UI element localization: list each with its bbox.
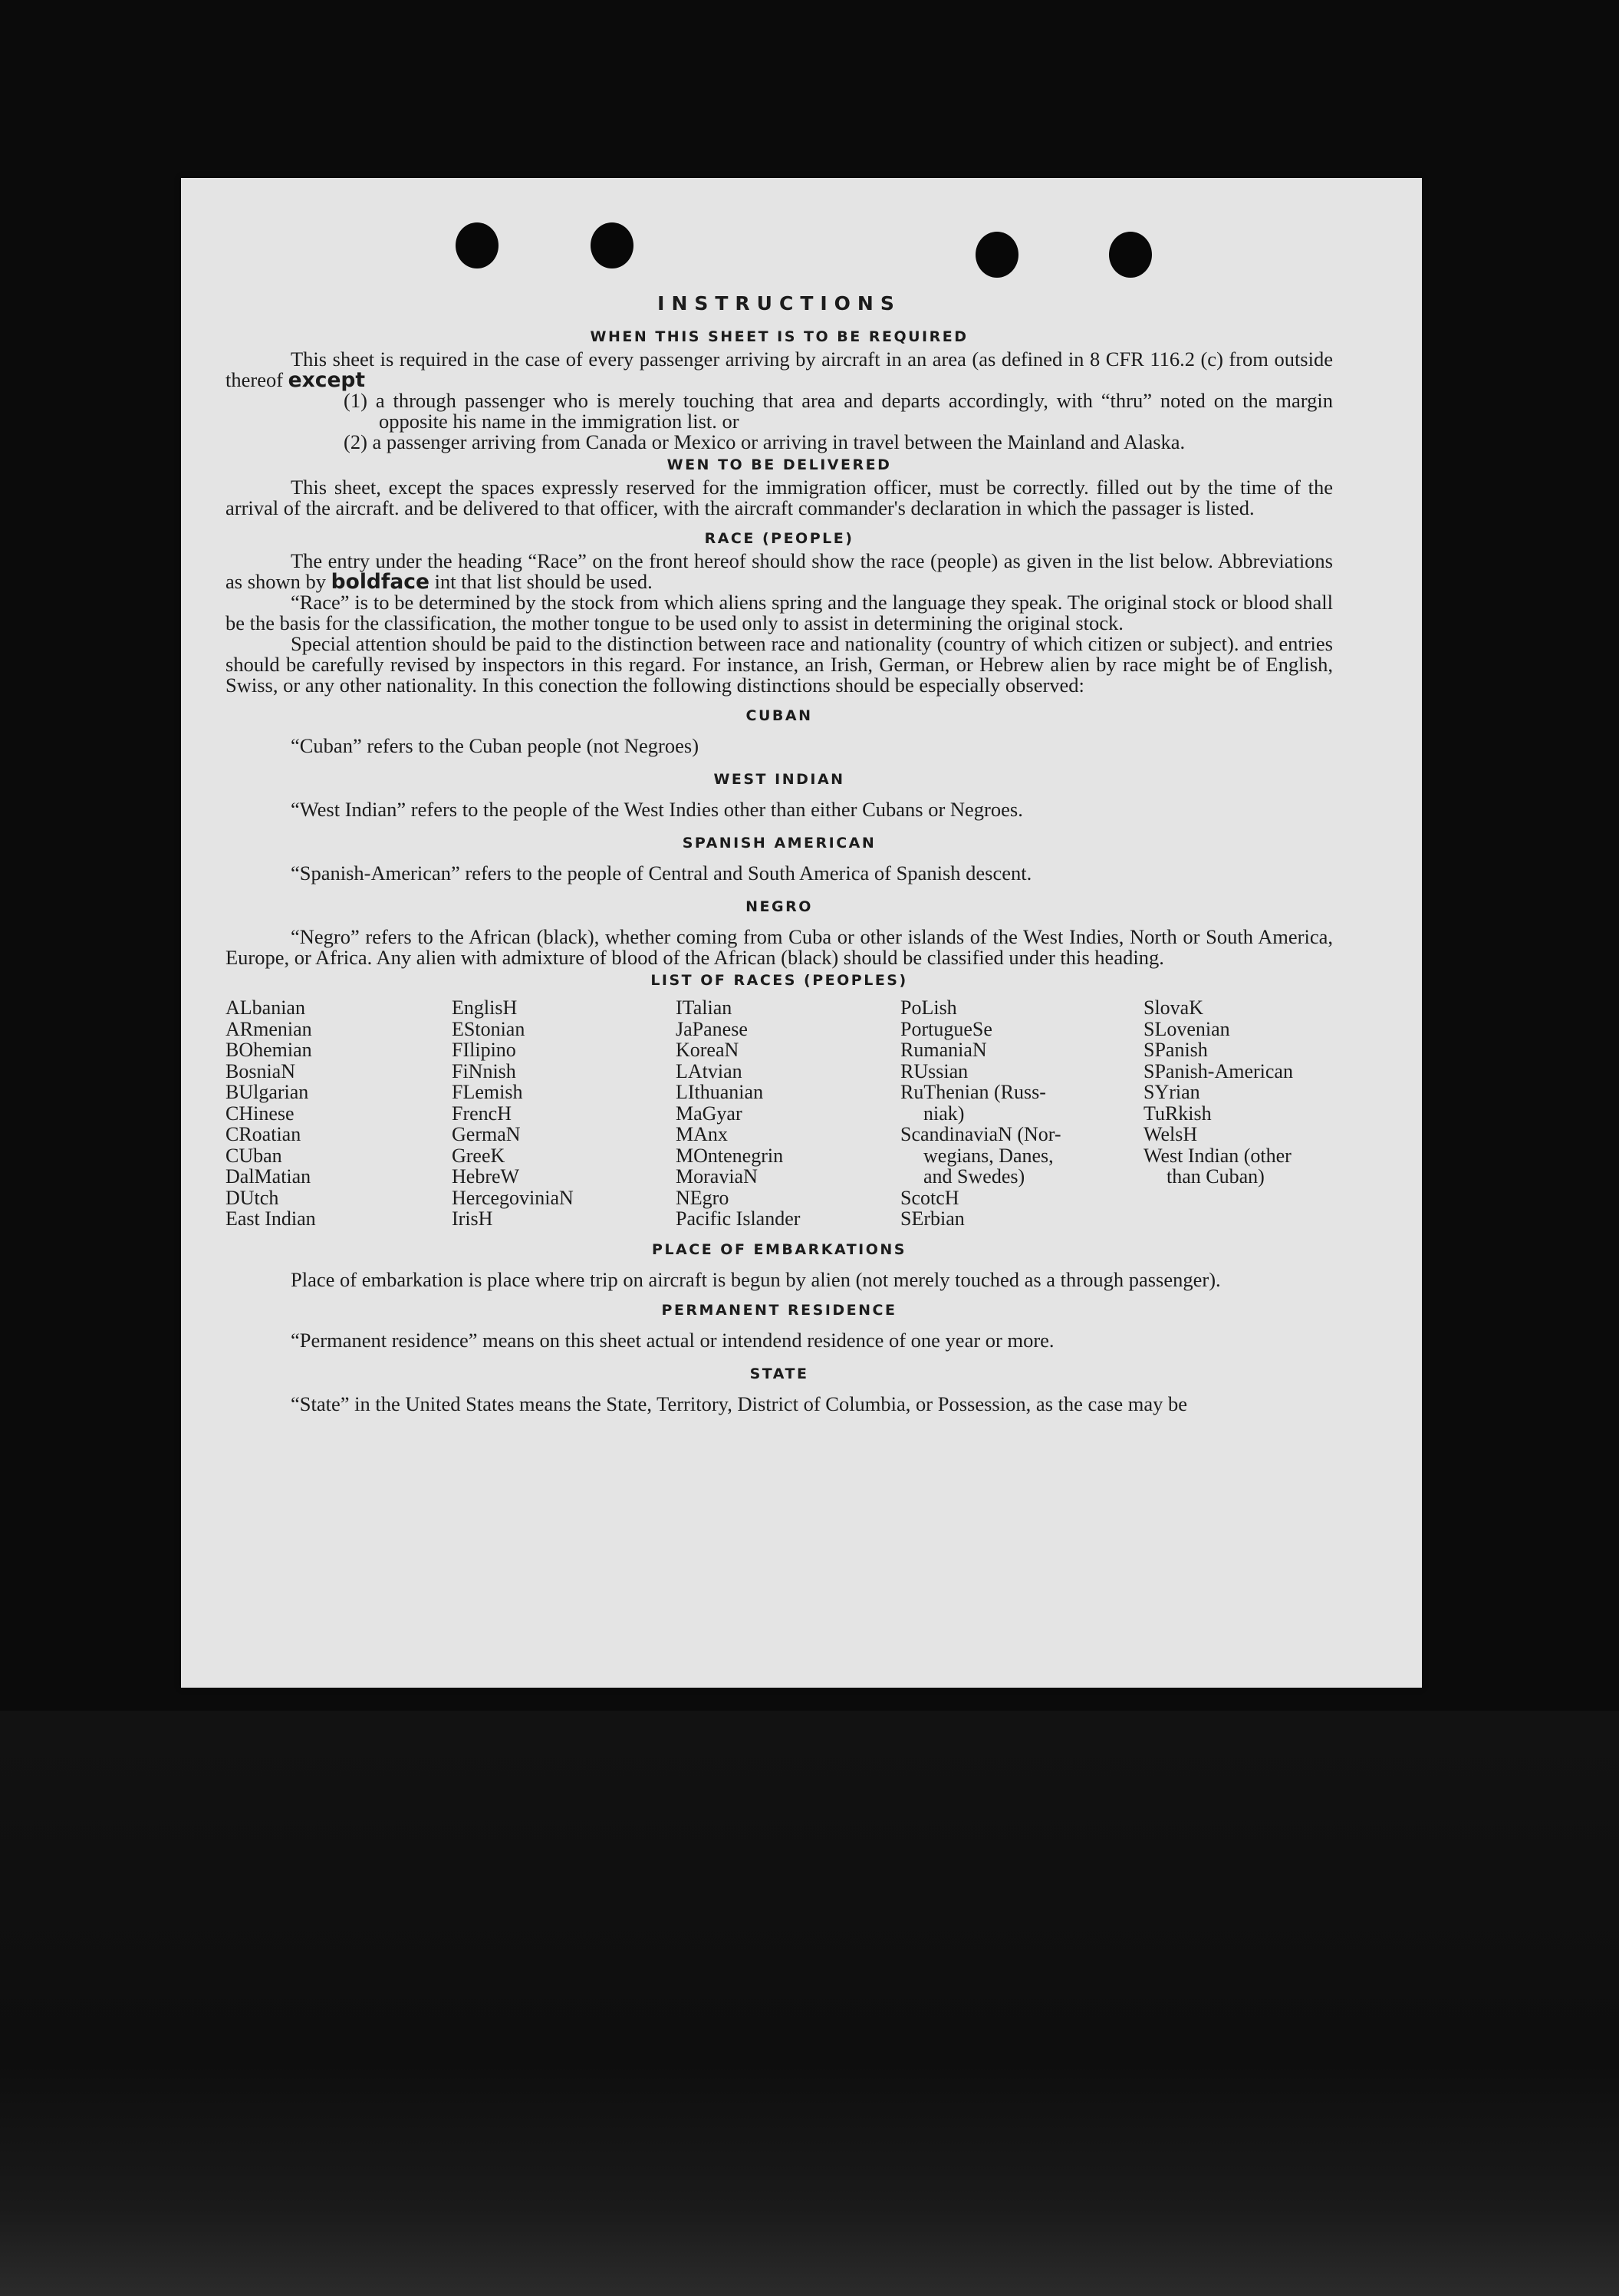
- race-item: RUssian: [900, 1059, 969, 1082]
- race-item: TuRkish: [1144, 1102, 1212, 1125]
- race-item: FIlipino: [452, 1039, 516, 1061]
- heading-embarkation: PLACE OF EMBARKATIONS: [652, 1240, 907, 1258]
- race-item: RuThenian (Russ-: [900, 1081, 1046, 1103]
- race-item: BOhemian: [225, 1039, 312, 1061]
- race-item: DUtch: [225, 1186, 279, 1209]
- race-item: DalMatian: [225, 1165, 311, 1188]
- sheet-content: [225, 293, 1333, 1415]
- race-item: MaGyar: [676, 1102, 742, 1125]
- race-item: EnglisH: [452, 996, 518, 1019]
- race-item: CUban: [225, 1144, 282, 1167]
- text-run: int that list should be used.: [429, 570, 653, 593]
- race-item: Pacific Islander: [676, 1207, 801, 1230]
- race-item: LIthuanian: [676, 1081, 764, 1103]
- paragraph-spanish-american: “Spanish-American” refers to the people of Central and South America of Spanish descent.: [291, 861, 1032, 884]
- text-run: The entry under the heading “Race” on the front hereof should show the race (people) as given in the list below. Abbreviations as shown by: [225, 549, 1333, 593]
- heading-state: STATE: [749, 1365, 809, 1382]
- heading-west-indian: WEST INDIAN: [713, 771, 845, 788]
- race-item: BosniaN: [225, 1059, 295, 1082]
- race-column: [452, 997, 676, 1230]
- race-item: wegians, Danes,: [923, 1144, 1054, 1167]
- bold-word-boldface: boldface: [331, 570, 429, 594]
- paragraph-race-3: Special attention should be paid to the distinction between race and nationality (country of which citizen or subject). and entries should be carefully revised by inspectors in this regard. For instance, an Irish, German, or Hebrew alien by race might be of English, Swiss, or any other nationality. In this conection the following distinctions should be especially observed:: [225, 632, 1333, 697]
- race-item: BUlgarian: [225, 1081, 309, 1103]
- instruction-sheet: [181, 178, 1422, 1688]
- race-item: FiNnish: [452, 1059, 516, 1082]
- race-item: ScotcH: [900, 1186, 959, 1209]
- race-item: HercegoviniaN: [452, 1186, 574, 1209]
- race-item: niak): [923, 1102, 965, 1125]
- race-item: and Swedes): [923, 1165, 1025, 1188]
- paragraph-cuban: “Cuban” refers to the Cuban people (not Negroes): [291, 734, 699, 757]
- heading-when-required: WHEN THIS SHEET IS TO BE REQUIRED: [590, 328, 969, 345]
- race-item: ScandinaviaN (Nor-: [900, 1123, 1061, 1145]
- race-item: EStonian: [452, 1017, 525, 1040]
- race-item: SlovaK: [1144, 996, 1203, 1019]
- race-item: JaPanese: [676, 1017, 748, 1040]
- punch-hole: [456, 222, 499, 268]
- race-item: FLemish: [452, 1081, 523, 1103]
- bold-word-except: except: [288, 368, 366, 392]
- punch-hole: [1109, 232, 1152, 278]
- race-item: SErbian: [900, 1207, 965, 1230]
- paragraph-when-required: [225, 349, 1333, 390]
- race-item: SPanish: [1144, 1039, 1208, 1061]
- paragraph-when-delivered: This sheet, except the spaces expressly reserved for the immigration officer, must be correctly. filled out by the time of the arrival of the aircraft. and be delivered to that officer, with the aircraft commander's declaration in which the passager is listed.: [225, 476, 1333, 519]
- race-item: CRoatian: [225, 1123, 301, 1145]
- paragraph-permanent-residence: “Permanent residence” means on this sheet actual or intendend residence of one year or more.: [291, 1328, 1055, 1352]
- paragraph-negro: “Negro” refers to the African (black), whether coming from Cuba or other islands of the West Indies, North or South America, Europe, or Africa. Any alien with admixture of blood of the African (black) should be classified under this heading.: [225, 925, 1333, 969]
- race-item: West Indian (other: [1144, 1144, 1292, 1167]
- heading-cuban: CUBAN: [745, 707, 813, 724]
- race-item: WelsH: [1144, 1123, 1198, 1145]
- race-item: HebreW: [452, 1165, 520, 1188]
- text-run: This sheet is required in the case of every passenger arriving by aircraft in an area (as defined in 8 CFR 116.2 (c) from outside thereof: [225, 348, 1333, 391]
- list-item-2: (2) a passenger arriving from Canada or Mexico or arriving in travel between the Mainland and Alaska.: [344, 430, 1186, 453]
- heading-when-delivered: WEN TO BE DELIVERED: [666, 456, 892, 473]
- race-item: than Cuban): [1167, 1165, 1265, 1188]
- race-item: NEgro: [676, 1186, 729, 1209]
- race-item: SPanish-American: [1144, 1059, 1293, 1082]
- race-list: [225, 997, 1333, 1230]
- race-item: MAnx: [676, 1123, 728, 1145]
- heading-race: RACE (PEOPLE): [704, 530, 854, 547]
- race-item: LAtvian: [676, 1059, 742, 1082]
- race-item: RumaniaN: [900, 1039, 987, 1061]
- race-item: MOntenegrin: [676, 1144, 784, 1167]
- paragraph-west-indian: “West Indian” refers to the people of the West Indies other than either Cubans or Negroes.: [291, 798, 1023, 821]
- race-item: GreeK: [452, 1144, 505, 1167]
- race-item: IrisH: [452, 1207, 493, 1230]
- race-item: ARmenian: [225, 1017, 312, 1040]
- race-item: ALbanian: [225, 996, 305, 1019]
- heading-list-of-races: LIST OF RACES (PEOPLES): [650, 972, 908, 989]
- paragraph-race-1: [225, 551, 1333, 592]
- race-item: PoLish: [900, 996, 957, 1019]
- race-item: SYrian: [1144, 1081, 1200, 1103]
- punch-hole: [976, 232, 1018, 278]
- race-item: KoreaN: [676, 1039, 739, 1061]
- paragraph-embarkation: Place of embarkation is place where trip on aircraft is begun by alien (not merely touched as a through passenger).: [291, 1267, 1221, 1291]
- race-item: CHinese: [225, 1102, 295, 1125]
- race-item: MoraviaN: [676, 1165, 758, 1188]
- race-column: [676, 997, 900, 1230]
- punch-hole: [591, 222, 633, 268]
- race-item: East Indian: [225, 1207, 316, 1230]
- race-column: [1144, 997, 1333, 1230]
- paragraph-race-2: “Race” is to be determined by the stock from which aliens spring and the language they speak. The original stock or blood shall be the basis for the classification, the mother tongue to be used only to assist in determining the original stock.: [225, 591, 1333, 634]
- scan-background: [0, 1711, 1619, 2296]
- list-item-1: (1) a through passenger who is merely touching that area and departs accordingly, with “thru” noted on the margin opposite his name in the immigration list. or: [344, 389, 1333, 433]
- paragraph-state: “State” in the United States means the State, Territory, District of Columbia, or Possession, as the case may be: [291, 1392, 1188, 1415]
- race-column: [225, 997, 452, 1230]
- race-column: [900, 997, 1144, 1230]
- heading-permanent-residence: PERMANENT RESIDENCE: [661, 1301, 897, 1319]
- page-title: INSTRUCTIONS: [657, 292, 901, 315]
- heading-spanish-american: SPANISH AMERICAN: [682, 835, 877, 852]
- race-item: GermaN: [452, 1123, 521, 1145]
- race-item: FrencH: [452, 1102, 512, 1125]
- heading-negro: NEGRO: [745, 898, 813, 915]
- race-item: PortugueSe: [900, 1017, 992, 1040]
- race-item: SLovenian: [1144, 1017, 1230, 1040]
- race-item: ITalian: [676, 996, 732, 1019]
